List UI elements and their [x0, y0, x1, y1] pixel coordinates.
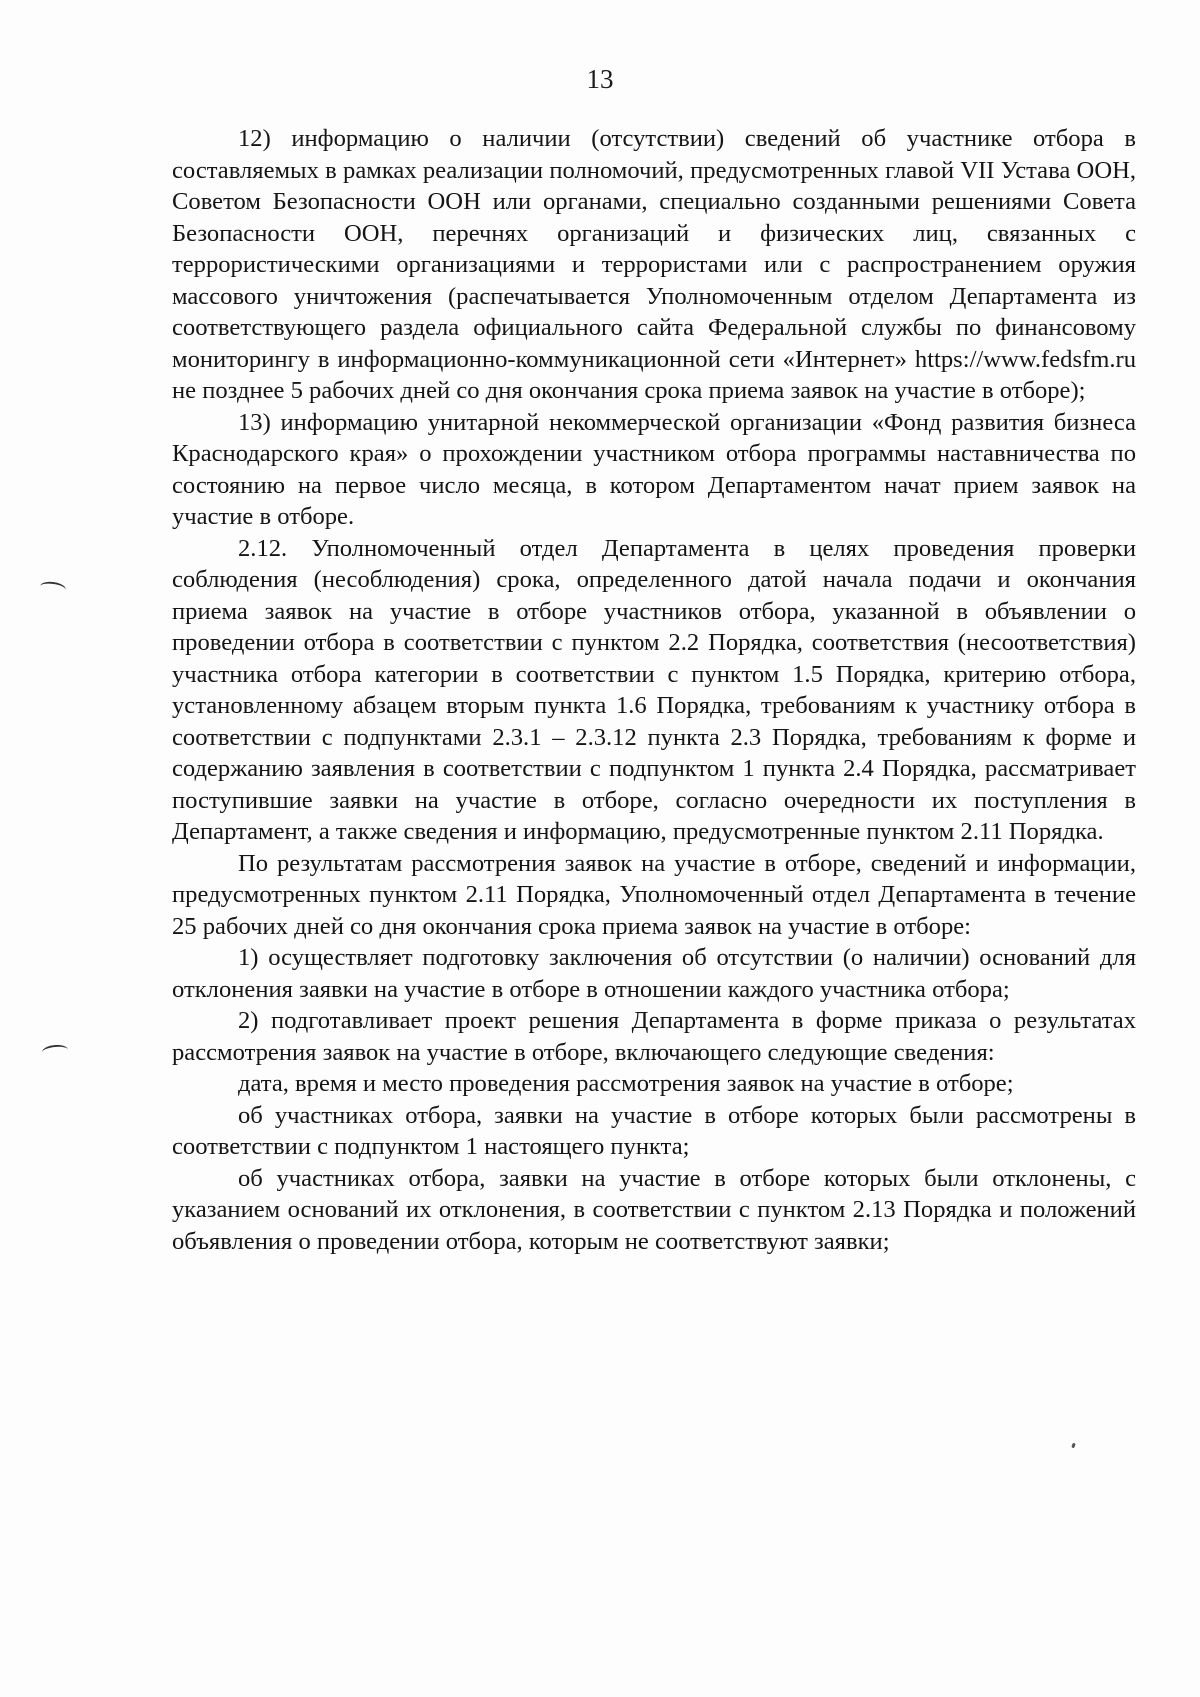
paragraph-review-results: По результатам рассмотрения заявок на участие в отборе, сведений и информации, предусмотренных пунктом 2.11 Порядка, Уполномоченный отдел Департамента в течение 25 рабочих дней со дня окончания срока приема заявок на участие в отборе:: [172, 849, 1136, 940]
paragraph-clause-2-12: 2.12. Уполномоченный отдел Департамента в целях проведения проверки соблюдения (несоблюдения) срока, определенного датой начала подачи и окончания приема заявок на участие в отборе участников отбора, указанной в объявлении о проведении отбора в соответствии с пунктом 2.2 Порядка, соответствия (несоответствия) участника отбора категории в соответствии с пунктом 1.5 Порядка, критерию отбора, установленному абзацем вторым пункта 1.6 Порядка, требованиям к участнику отбора в соответствии с подпунктами 2.3.1 – 2.3.12 пункта 2.3 Порядка, требованиям к форме и содержанию заявления в соответствии с подпунктом 1 пункта 2.4 Порядка, рассматривает поступившие заявки на участие в отборе, согласно очередности их поступления в Департамент, а также сведения и информацию, предусмотренные пунктом 2.11 Порядка.: [172, 534, 1136, 845]
paragraph-info-rejected: об участниках отбора, заявки на участие в отборе которых были отклонены, с указанием оснований их отклонения, в соответствии с пунктом 2.13 Порядка и положений объявления о проведении отбора, которым не соответствуют заявки;: [172, 1164, 1136, 1255]
paragraph-subitem-2: 2) подготавливает проект решения Департамента в форме приказа о результатах рассмотрения заявок на участие в отборе, включающего следующие сведения:: [172, 1007, 1136, 1066]
paragraph-subitem-1: 1) осуществляет подготовку заключения об отсутствии (о наличии) оснований для отклонения заявки на участие в отборе в отношении каждого участника отбора;: [172, 944, 1136, 1003]
paragraph-info-reviewed: об участниках отбора, заявки на участие в отборе которых были рассмотрены в соответствии с подпунктом 1 настоящего пункта;: [172, 1101, 1136, 1160]
paragraph-item-12: 12) информацию о наличии (отсутствии) сведений об участнике отбора в составляемых в рамках реализации полномочий, предусмотренных главой VII Устава ООН, Советом Безопасности ООН или органами, специально созданными решениями Совета Безопасности ООН, перечнях организаций и физических лиц, связанных с террористическими организациями и террористами или с распространением оружия массового уничтожения (распечатывается Уполномоченным отделом Департамента из соответствующего раздела официального сайта Федеральной службы по финансовому мониторингу в информационно-коммуникационной сети «Интернет» https://www.fedsfm.ru не позднее 5 рабочих дней со дня окончания срока приема заявок на участие в отборе);: [172, 125, 1136, 404]
document-body: [172, 123, 1136, 1257]
page-number: 13: [586, 64, 614, 94]
scan-margin-mark: [41, 1044, 68, 1059]
scan-margin-mark: [39, 580, 66, 596]
paragraph-item-13: 13) информацию унитарной некоммерческой организации «Фонд развития бизнеса Краснодарского края» о прохождении участником отбора программы наставничества по состоянию на первое число месяца, в котором Департаментом начат прием заявок на участие в отборе.: [172, 408, 1136, 530]
paragraph-info-date: дата, время и место проведения рассмотрения заявок на участие в отборе;: [238, 1070, 1014, 1097]
scan-speck: [1071, 1443, 1076, 1449]
